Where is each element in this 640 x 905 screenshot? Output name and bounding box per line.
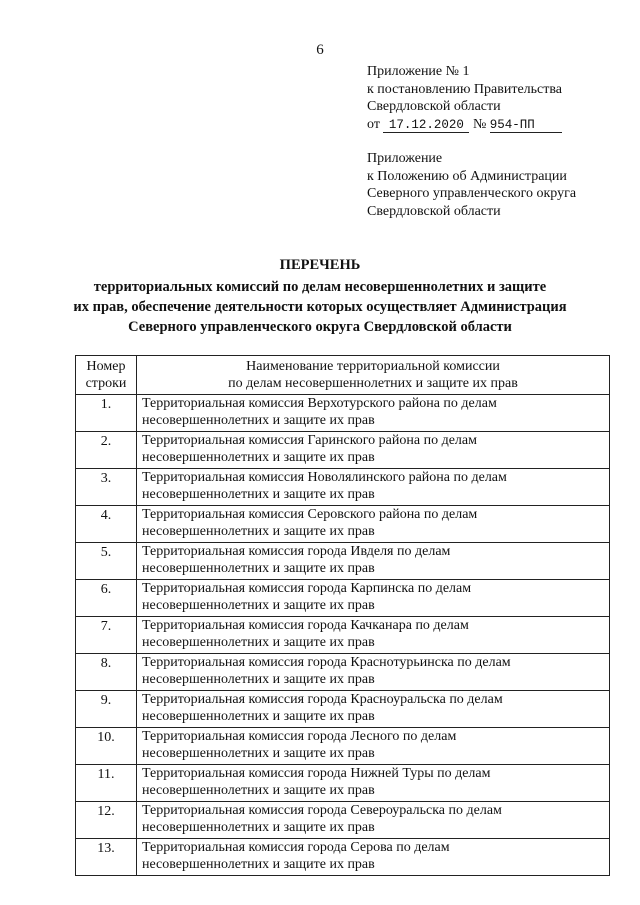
- row-number: 5.: [76, 543, 137, 580]
- table-row: [76, 617, 610, 654]
- row-number: 7.: [76, 617, 137, 654]
- commission-name: [137, 691, 610, 728]
- number-prefix: №: [472, 116, 487, 132]
- table-row: [76, 691, 610, 728]
- annex-1-line: Свердловской области: [367, 99, 501, 114]
- table-row: [76, 395, 610, 432]
- date-prefix: от: [367, 116, 380, 132]
- row-number: 6.: [76, 580, 137, 617]
- commission-name-line: Территориальная комиссия города Краснотурьинска по делам: [142, 655, 511, 670]
- commission-name-line: Территориальная комиссия Верхотурского района по делам: [142, 396, 497, 411]
- annex-2-line: к Положению об Администрации: [367, 168, 567, 184]
- table-row: [76, 506, 610, 543]
- commission-name: [137, 617, 610, 654]
- annex-2-block: [367, 150, 576, 220]
- commission-name: [137, 395, 610, 432]
- row-number: 12.: [76, 802, 137, 839]
- table-row: [76, 432, 610, 469]
- commission-name-line: несовершеннолетних и защите их прав: [142, 820, 375, 835]
- row-number: 8.: [76, 654, 137, 691]
- row-number: 4.: [76, 506, 137, 543]
- column-header-name: [137, 356, 610, 395]
- row-number: 1.: [76, 395, 137, 432]
- commission-name: [137, 802, 610, 839]
- commissions-table: [75, 355, 610, 876]
- table-row: [76, 580, 610, 617]
- annex-1-block: [367, 63, 562, 133]
- row-number: 2.: [76, 432, 137, 469]
- commission-name-line: Территориальная комиссия города Карпинска по делам: [142, 581, 472, 596]
- table-header-row: [76, 356, 610, 395]
- column-header-number: [76, 356, 137, 395]
- table-row: [76, 728, 610, 765]
- commission-name-line: Территориальная комиссия Гаринского района по делам: [142, 433, 477, 448]
- commission-name-line: несовершеннолетних и защите их прав: [142, 598, 375, 613]
- commission-name-line: Территориальная комиссия города Серова по делам: [142, 840, 450, 855]
- commission-name-line: несовершеннолетних и защите их прав: [142, 672, 375, 687]
- commission-name-line: несовершеннолетних и защите их прав: [142, 450, 375, 465]
- page-number: 6: [316, 42, 324, 58]
- commission-name-line: Территориальная комиссия города Нижней Туры по делам: [142, 766, 491, 781]
- table-row: [76, 802, 610, 839]
- header-text: Номер: [86, 359, 126, 374]
- commission-name: [137, 469, 610, 506]
- commission-name: [137, 765, 610, 802]
- resolution-number: 954-ПП: [490, 118, 562, 133]
- annex-1-line: Приложение № 1: [367, 64, 470, 79]
- commission-name-line: Территориальная комиссия города Североуральска по делам: [142, 803, 502, 818]
- title-heading: ПЕРЕЧЕНЬ: [279, 257, 361, 273]
- document-title: [0, 255, 640, 337]
- table-row: [76, 765, 610, 802]
- table-row: [76, 469, 610, 506]
- commission-name-line: несовершеннолетних и защите их прав: [142, 487, 375, 502]
- commission-name-line: Территориальная комиссия города Лесного по делам: [142, 729, 457, 744]
- commission-name: [137, 506, 610, 543]
- annex-1-line: к постановлению Правительства: [367, 81, 563, 97]
- row-number: 3.: [76, 469, 137, 506]
- commission-name-line: несовершеннолетних и защите их прав: [142, 413, 375, 428]
- commission-name-line: Территориальная комиссия города Ивделя по делам: [142, 544, 451, 559]
- commission-name-line: Территориальная комиссия Серовского района по делам: [142, 507, 478, 522]
- commission-name-line: несовершеннолетних и защите их прав: [142, 783, 375, 798]
- commission-name: [137, 728, 610, 765]
- annex-1-date-line: [367, 116, 562, 134]
- commission-name-line: несовершеннолетних и защите их прав: [142, 635, 375, 650]
- commission-name: [137, 839, 610, 876]
- commission-name-line: Территориальная комиссия города Качканара по делам: [142, 618, 469, 633]
- table-row: [76, 654, 610, 691]
- table-row: [76, 543, 610, 580]
- title-line: территориальных комиссий по делам несовершеннолетних и защите: [93, 279, 547, 295]
- commission-name: [137, 654, 610, 691]
- annex-2-line: Приложение: [367, 151, 443, 166]
- resolution-date: 17.12.2020: [383, 118, 469, 133]
- commission-name-line: несовершеннолетних и защите их прав: [142, 709, 375, 724]
- commission-name: [137, 432, 610, 469]
- commission-name-line: Территориальная комиссия Новолялинского района по делам: [142, 470, 507, 485]
- commission-name-line: Территориальная комиссия города Красноуральска по делам: [142, 692, 503, 707]
- commission-name-line: несовершеннолетних и защите их прав: [142, 857, 375, 872]
- row-number: 10.: [76, 728, 137, 765]
- commission-name-line: несовершеннолетних и защите их прав: [142, 746, 375, 761]
- commission-name-line: несовершеннолетних и защите их прав: [142, 561, 375, 576]
- row-number: 11.: [76, 765, 137, 802]
- row-number: 9.: [76, 691, 137, 728]
- commission-name: [137, 580, 610, 617]
- annex-2-line: Северного управленческого округа: [367, 186, 577, 201]
- commission-name-line: несовершеннолетних и защите их прав: [142, 524, 375, 539]
- header-text: строки: [85, 376, 127, 391]
- annex-2-line: Свердловской области: [367, 203, 501, 219]
- title-line: Северного управленческого округа Свердловской области: [128, 319, 512, 335]
- header-text: по делам несовершеннолетних и защите их прав: [228, 376, 518, 391]
- commission-name: [137, 543, 610, 580]
- row-number: 13.: [76, 839, 137, 876]
- title-line: их прав, обеспечение деятельности которых осуществляет Администрация: [73, 299, 567, 315]
- header-text: Наименование территориальной комиссии: [246, 359, 500, 374]
- table-row: [76, 839, 610, 876]
